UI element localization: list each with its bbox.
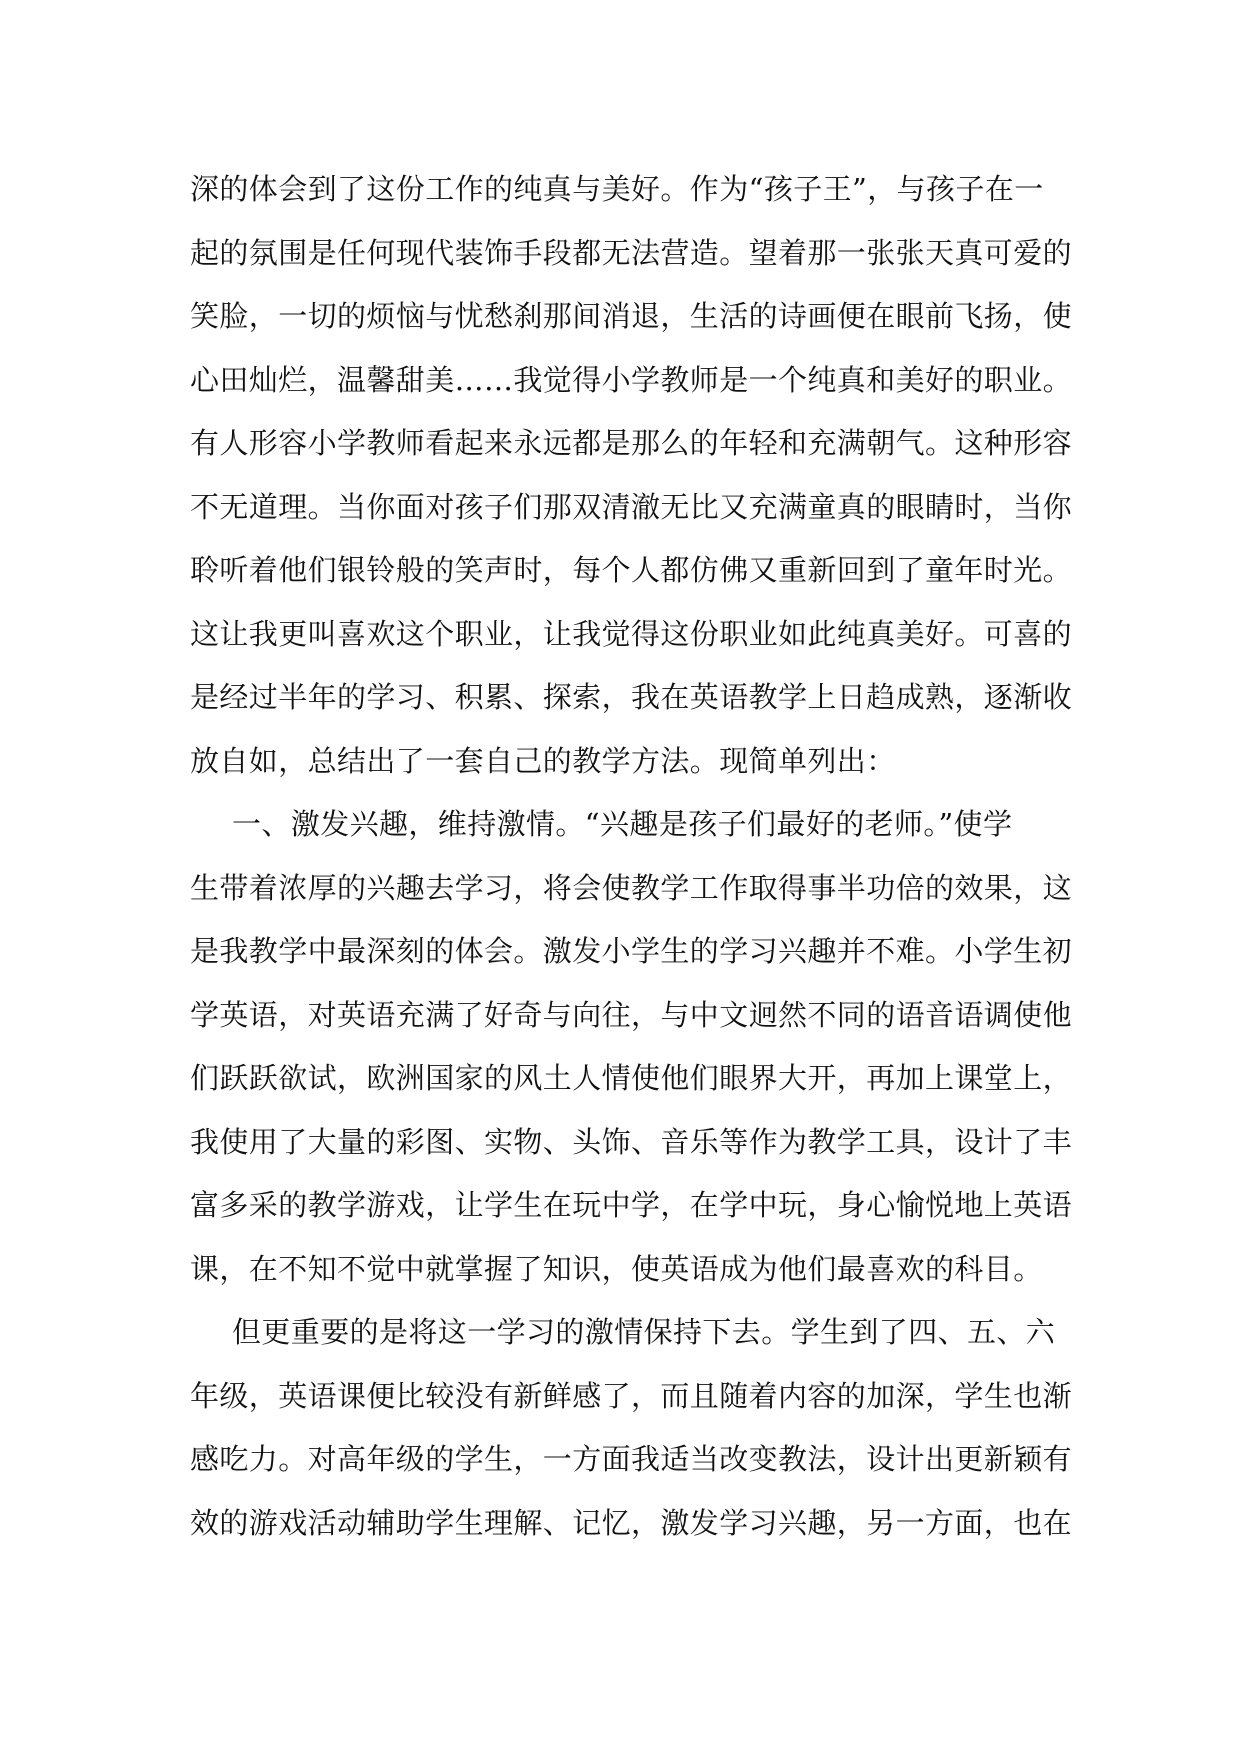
text-line-11: 一、激发兴趣，维持激情。“兴趣是孩子们最好的老师。”使学 (232, 807, 1013, 841)
text-line-12: 生带着浓厚的兴趣去学习，将会使教学工作取得事半功倍的效果，这 (190, 870, 1073, 905)
text-line-16: 我使用了大量的彩图、实物、头饰、音乐等作为教学工具，设计了丰 (190, 1124, 1073, 1159)
text-line-9: 是经过半年的学习、积累、探索，我在英语教学上日趋成熟，逐渐收 (190, 680, 1073, 714)
text-line-15: 们跃跃欲试，欧洲国家的风土人情使他们眼界大开，再加上课堂上， (190, 1061, 1073, 1095)
text-line-7: 聆听着他们银铃般的笑声时，每个人都仿佛又重新回到了童年时光。 (190, 553, 1073, 587)
text-line-17: 富多采的教学游戏，让学生在玩中学，在学中玩，身心愉悦地上英语 (190, 1188, 1073, 1222)
text-line-22: 效的游戏活动辅助学生理解、记忆，激发学习兴趣，另一方面，也在 (190, 1505, 1073, 1540)
text-line-13: 是我教学中最深刻的体会。激发小学生的学习兴趣并不难。小学生初 (190, 934, 1073, 968)
text-line-8: 这让我更叫喜欢这个职业，让我觉得这份职业如此纯真美好。可喜的 (190, 616, 1073, 651)
text-line-21: 感吃力。对高年级的学生，一方面我适当改变教法，设计出更新颖有 (190, 1442, 1073, 1476)
text-line-20: 年级，英语课便比较没有新鲜感了，而且随着内容的加深，学生也渐 (190, 1378, 1073, 1413)
text-line-10: 放自如，总结出了一套自己的教学方法。现简单列出： (190, 743, 896, 778)
text-line-6: 不无道理。当你面对孩子们那双清澈无比又充满童真的眼睛时，当你 (190, 489, 1073, 524)
text-line-14: 学英语，对英语充满了好奇与向往，与中文迥然不同的语音语调使他 (190, 997, 1073, 1032)
text-line-3: 笑脸，一切的烦恼与忧愁刹那间消退，生活的诗画便在眼前飞扬，使 (190, 299, 1073, 333)
text-line-2: 起的氛围是任何现代装饰手段都无法营造。望着那一张张天真可爱的 (190, 235, 1073, 270)
text-line-18: 课，在不知不觉中就掌握了知识，使英语成为他们最喜欢的科目。 (190, 1251, 1043, 1286)
text-line-4: 心田灿烂，温馨甜美……我觉得小学教师是一个纯真和美好的职业。 (190, 362, 1073, 397)
text-line-19: 但更重要的是将这一学习的激情保持下去。学生到了四、五、六 (232, 1315, 1056, 1349)
document-page (190, 158, 1073, 1555)
text-line-1: 深的体会到了这份工作的纯真与美好。作为“孩子王”，与孩子在一 (190, 172, 1044, 206)
text-line-5: 有人形容小学教师看起来永远都是那么的年轻和充满朝气。这种形容 (190, 426, 1073, 460)
